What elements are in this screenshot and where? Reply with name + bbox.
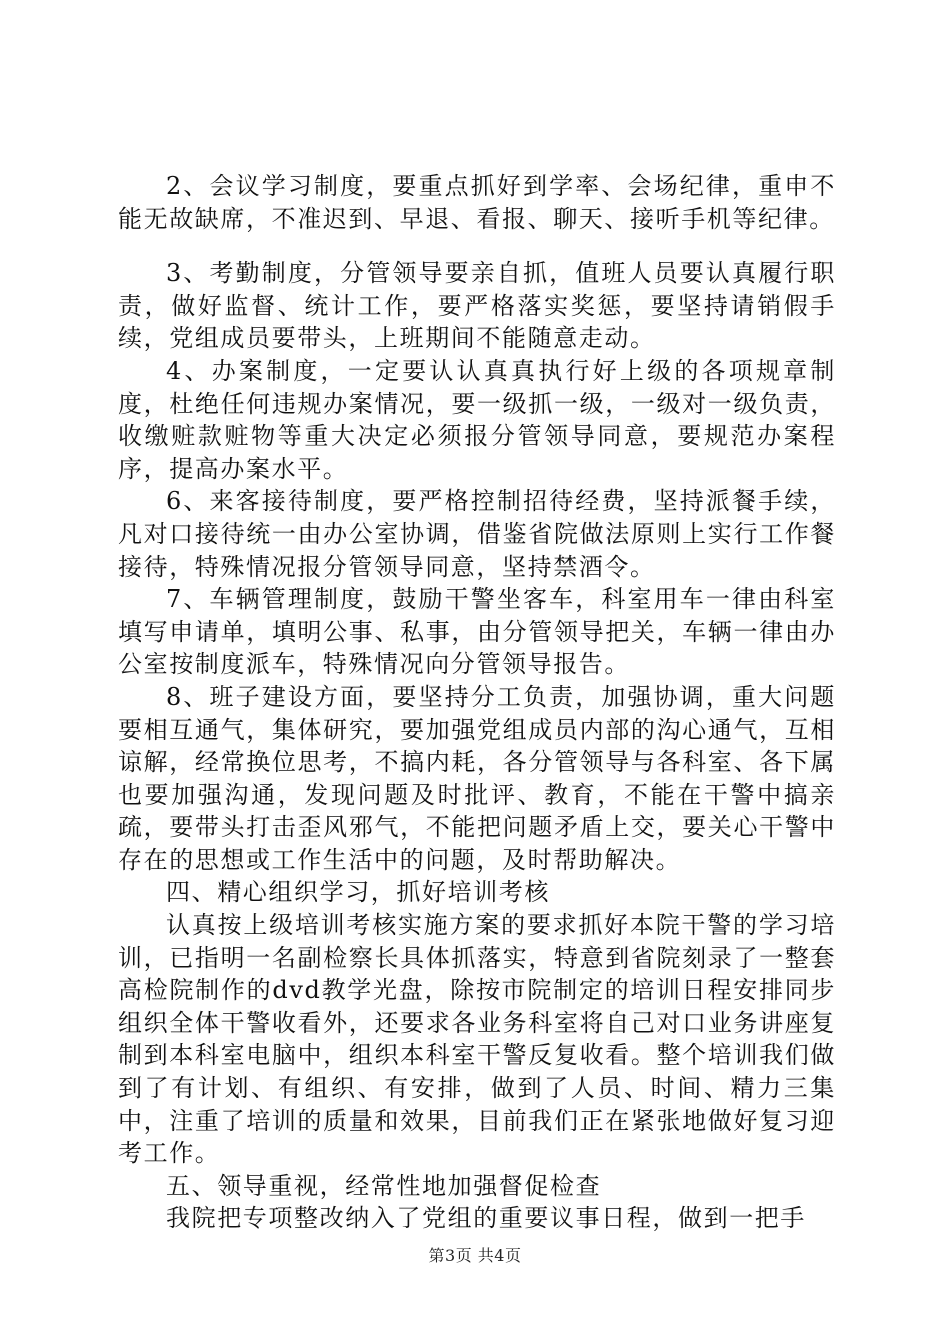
document-body <box>118 170 836 1235</box>
paragraph-leadership: 我院把专项整改纳入了党组的重要议事日程，做到一把手 <box>166 1204 806 1233</box>
paragraph-meeting-study: 2、会议学习制度，要重点抓好到学率、会场纪律，重申不能无故缺席，不准迟到、早退、看报、聊天、接听手机等纪律。 <box>118 172 836 233</box>
paragraph-reception: 6、来客接待制度，要严格控制招待经费，坚持派餐手续，凡对口接待统一由办公室协调，借鉴省院做法原则上实行工作餐接待，特殊情况报分管领导同意，坚持禁酒令。 <box>118 487 836 581</box>
paragraph-vehicles: 7、车辆管理制度，鼓励干警坐客车，科室用车一律由科室填写申请单，填明公事、私事，由分管领导把关，车辆一律由办公室按制度派车，特殊情况向分管领导报告。 <box>118 585 836 679</box>
section-heading-training: 四、精心组织学习，抓好培训考核 <box>166 878 550 907</box>
page-footer-indicator: 第3页 共4页 <box>428 1246 522 1265</box>
paragraph-attendance: 3、考勤制度，分管领导要亲自抓，值班人员要认真履行职责，做好监督、统计工作，要严格落实奖惩，要坚持请销假手续，党组成员要带头，上班期间不能随意走动。 <box>118 259 836 353</box>
paragraph-case-handling: 4、办案制度，一定要认认真真执行好上级的各项规章制度，杜绝任何违规办案情况，要一级抓一级，一级对一级负责，收缴赃款赃物等重大决定必须报分管领导同意，要规范办案程序，提高办案水平。 <box>118 356 836 483</box>
section-heading-leadership: 五、领导重视，经常性地加强督促检查 <box>166 1171 602 1200</box>
paragraph-training: 认真按上级培训考核实施方案的要求抓好本院干警的学习培训，已指明一名副检察长具体抓落实，特意到省院刻录了一整套高检院制作的dvd教学光盘，除按市院制定的培训日程安排同步组织全体干警收看外，还要求各业务科室将自己对口业务讲座复制到本科室电脑中，组织本科室干警反复收看。整个培训我们做到了有计划、有组织、有安排，做到了人员、时间、精力三集中，注重了培训的质量和效果，目前我们正在紧张地做好复习迎考工作。 <box>118 911 836 1168</box>
paragraph-team-building: 8、班子建设方面，要坚持分工负责，加强协调，重大问题要相互通气，集体研究，要加强党组成员内部的沟心通气，互相谅解，经常换位思考，不搞内耗，各分管领导与各科室、各下属也要加强沟通，发现问题及时批评、教育，不能在干警中搞亲疏，要带头打击歪风邪气，不能把问题矛盾上交，要关心干警中存在的思想或工作生活中的问题，及时帮助解决。 <box>118 682 836 874</box>
